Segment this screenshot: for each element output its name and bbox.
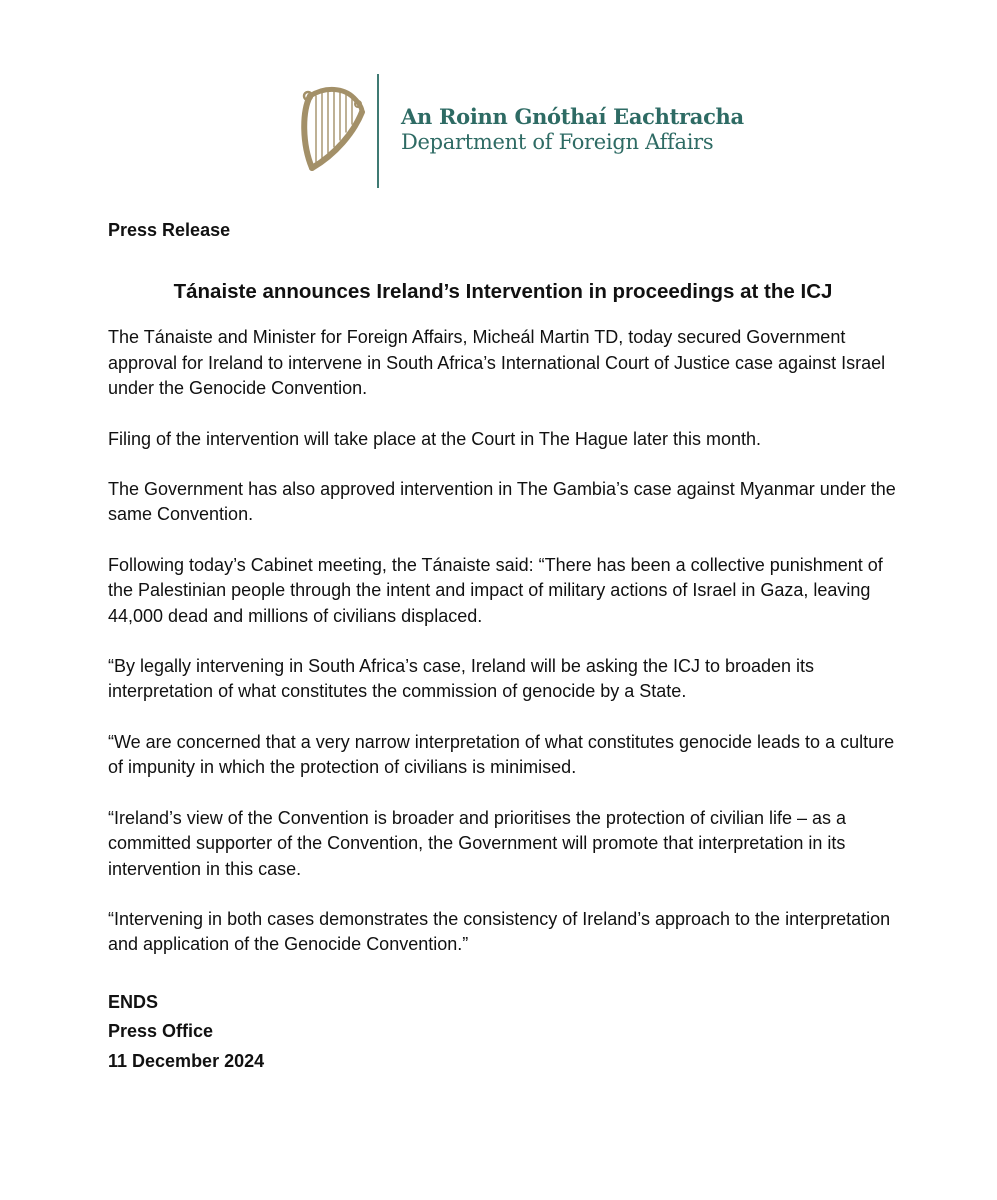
department-name-irish: An Roinn Gnóthaí Eachtracha	[401, 104, 744, 129]
document-title: Tánaiste announces Ireland’s Intervention in proceedings at the ICJ	[173, 280, 833, 304]
department-header	[290, 70, 750, 190]
paragraph: The Tánaiste and Minister for Foreign Affairs, Micheál Martin TD, today secured Government approval for Ireland to intervene in South Africa’s International Court of Justice case against Israel under the Genocide Convention.	[108, 327, 886, 399]
document-footer	[108, 988, 898, 1077]
department-name-english: Department of Foreign Affairs	[401, 130, 714, 154]
paragraph: “Ireland’s view of the Convention is broader and prioritises the protection of civilian life – as a committed supporter of the Convention, the Government will promote that interpretation in its intervention in this case.	[108, 807, 847, 879]
header-divider	[377, 74, 379, 188]
release-date: 11 December 2024	[108, 1050, 265, 1071]
press-office-label: Press Office	[108, 1021, 214, 1042]
paragraph: Following today’s Cabinet meeting, the Tánaiste said: “There has been a collective punishment of the Palestinian people through the intent and impact of military actions of Israel in Gaza, leaving 44,000 dead and millions of civilians displaced.	[108, 554, 883, 626]
paragraph: “By legally intervening in South Africa’s case, Ireland will be asking the ICJ to broaden its interpretation of what constitutes the commission of genocide by a State.	[108, 656, 815, 702]
paragraph: Filing of the intervention will take place at the Court in The Hague later this month.	[108, 428, 762, 449]
paragraph: The Government has also approved intervention in The Gambia’s case against Myanmar under the same Convention.	[108, 479, 896, 525]
paragraph: “We are concerned that a very narrow interpretation of what constitutes genocide leads to a culture of impunity in which the protection of civilians is minimised.	[108, 731, 895, 778]
press-release-body	[108, 218, 898, 1076]
paragraph: “Intervening in both cases demonstrates the consistency of Ireland’s approach to the interpretation and application of the Genocide Convention.”	[108, 908, 891, 955]
harp-icon	[296, 82, 368, 178]
ends-marker: ENDS	[108, 991, 159, 1012]
document-label: Press Release	[108, 220, 231, 240]
